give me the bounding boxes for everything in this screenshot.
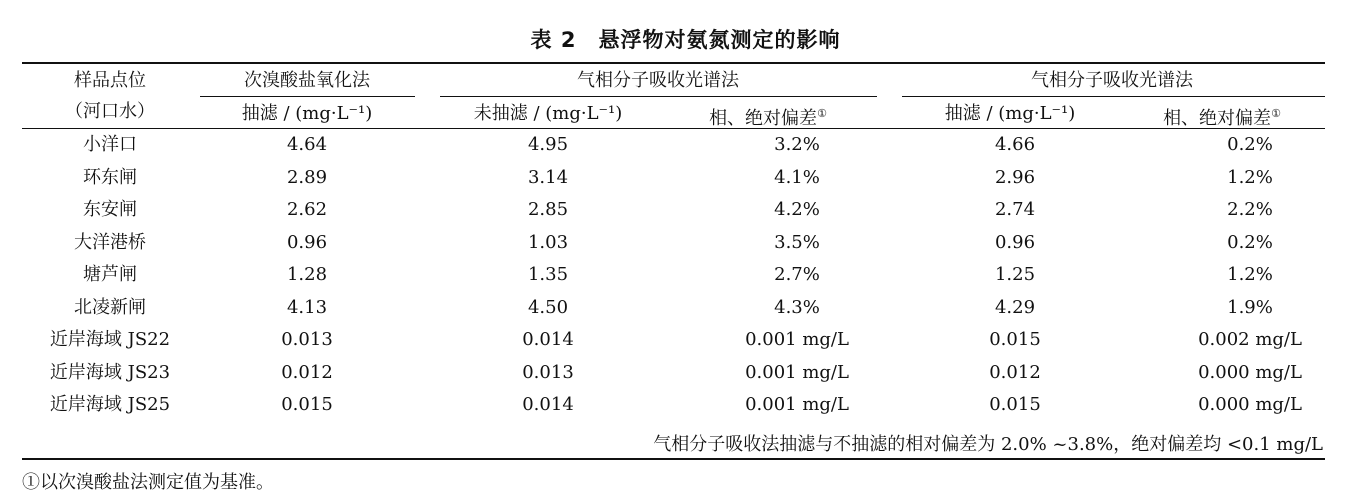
table-cell: 1.2% [1227,166,1273,188]
table-cell: 0.96 [286,231,328,253]
table-cell: 2.96 [994,166,1036,188]
table-cell: 0.012 [281,361,333,383]
sample-site-cell: 塘芦闸 [83,264,137,285]
sample-site-cell: 环东闸 [83,166,137,188]
header-col-filtered: 抽滤 / (mg·L⁻¹) [944,103,1076,124]
table-note: 气相分子吸收法抽滤与不抽滤的相对偏差为 2.0% ~3.8%，绝对偏差均 <0.1 mg/L [653,434,1323,455]
table-cell: 0.2% [1227,231,1273,253]
table-cell: 0.2% [1227,134,1273,155]
table-cell: 2.89 [286,166,328,188]
table-cell: 2.2% [1227,199,1273,220]
table-cell: 0.96 [994,231,1036,253]
header-col-deviation-1 [709,103,827,130]
footnote-mark: ① [1271,107,1281,120]
table-number: 表 2 [530,28,577,52]
top-rule [22,62,1325,64]
header-col-unfiltered: 未抽滤 / (mg·L⁻¹) [473,103,623,124]
group-rule-gas2 [902,96,1325,97]
sample-site-cell: 大洋港桥 [74,231,146,253]
table-cell: 0.012 [989,361,1041,383]
header-sample-line1: 样品点位 [74,70,146,91]
table-cell: 2.74 [994,199,1036,220]
table-cell: 4.50 [527,296,569,318]
table-cell: 1.28 [286,264,328,285]
header-sample-line2: （河口水） [65,101,155,122]
table-cell: 4.64 [286,134,328,155]
header-col-hypo-filtered: 抽滤 / (mg·L⁻¹) [241,103,373,124]
header-group-gas1: 气相分子吸收光谱法 [577,70,739,91]
sample-site-cell: 近岸海域 JS23 [49,361,171,383]
table-cell: 0.014 [522,394,574,415]
table-cell: 0.013 [281,329,333,350]
table-cell: 1.25 [994,264,1036,285]
table-cell: 0.001 mg/L [745,329,849,350]
header-col-deviation-2-label: 相、绝对偏差 [1163,108,1272,129]
table-cell: 1.03 [527,231,569,253]
table-cell: 3.2% [774,134,820,155]
sample-site-cell: 近岸海域 JS22 [49,329,171,350]
table-cell: 3.5% [774,231,820,253]
group-rule-gas1 [440,96,877,97]
table-cell: 3.14 [527,166,569,188]
footnote-mark: ① [817,107,827,120]
table-cell: 4.29 [994,296,1036,318]
table-cell: 0.014 [522,329,574,350]
footnote: ①以次溴酸盐法测定值为基准。 [22,472,274,493]
table-caption [0,24,1371,54]
table-cell: 2.85 [527,199,569,220]
sample-site-cell: 小洋口 [83,134,137,155]
table-cell: 4.66 [994,134,1036,155]
table-cell: 0.000 mg/L [1198,394,1302,415]
sample-site-cell: 东安闸 [83,199,137,220]
table-cell: 4.3% [774,296,820,318]
table-cell: 0.015 [281,394,333,415]
header-group-hypo: 次溴酸盐氧化法 [244,70,370,91]
group-rule-hypo [200,96,415,97]
header-col-deviation-2 [1163,103,1281,130]
table-cell: 0.015 [989,394,1041,415]
table-cell: 1.9% [1227,296,1273,318]
table-cell: 2.62 [286,199,328,220]
sample-site-cell: 近岸海域 JS25 [49,394,171,415]
table-cell: 4.95 [527,134,569,155]
table-cell: 0.015 [989,329,1041,350]
table-cell: 0.001 mg/L [745,361,849,383]
header-group-gas2: 气相分子吸收光谱法 [1031,70,1193,91]
table-cell: 1.2% [1227,264,1273,285]
header-rule [22,128,1325,129]
table-cell: 0.013 [522,361,574,383]
bottom-rule [22,458,1325,460]
table-cell: 4.1% [774,166,820,188]
table-cell: 4.13 [286,296,328,318]
table-cell: 1.35 [527,264,569,285]
table-cell: 0.002 mg/L [1198,329,1302,350]
table-cell: 0.000 mg/L [1198,361,1302,383]
table-cell: 2.7% [774,264,820,285]
table-cell: 0.001 mg/L [745,394,849,415]
table-cell: 4.2% [774,199,820,220]
header-col-deviation-1-label: 相、绝对偏差 [709,108,818,129]
table-title: 悬浮物对氨氮测定的影响 [598,28,841,52]
sample-site-cell: 北凌新闸 [74,296,146,318]
